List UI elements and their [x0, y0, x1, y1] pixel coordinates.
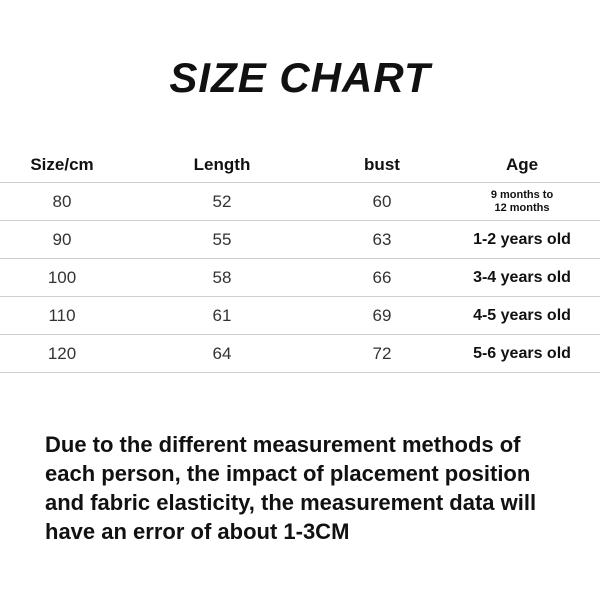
header-age: Age	[505, 155, 539, 174]
length-cell: 52	[212, 191, 232, 211]
bust-cell: 72	[372, 343, 392, 363]
bust-cell: 63	[372, 229, 392, 249]
measurement-note: Due to the different measurement methods of each person, the impact of placement position and fabric elasticity, the measurement data will have an error of about 1-3CM	[45, 432, 537, 544]
size-cell: 110	[48, 305, 76, 325]
table-row	[0, 259, 600, 297]
length-cell: 61	[212, 305, 232, 325]
bust-cell: 66	[372, 267, 392, 287]
header-length: Length	[193, 155, 251, 174]
table-row	[0, 335, 600, 373]
length-cell: 58	[212, 267, 232, 287]
table-row	[0, 297, 600, 335]
age-cell: 5-6 years old	[473, 344, 571, 362]
bust-cell: 60	[372, 191, 392, 211]
age-cell: 3-4 years old	[473, 268, 571, 286]
length-cell: 55	[212, 229, 232, 249]
size-cell: 120	[47, 343, 77, 363]
age-cell: 9 months to 12 months	[490, 188, 554, 214]
age-cell: 1-2 years old	[473, 230, 571, 248]
length-cell: 64	[212, 343, 232, 363]
size-cell: 90	[52, 229, 72, 249]
size-cell: 100	[47, 267, 77, 287]
table-row	[0, 183, 600, 221]
size-table	[0, 148, 600, 373]
age-cell: 4-5 years old	[473, 306, 571, 324]
size-cell: 80	[52, 191, 72, 211]
page-title: SIZE CHART	[169, 54, 431, 101]
table-row	[0, 221, 600, 259]
header-size: Size/cm	[30, 155, 94, 174]
bust-cell: 69	[372, 305, 392, 325]
header-bust: bust	[364, 155, 400, 174]
table-header-row	[0, 148, 600, 183]
